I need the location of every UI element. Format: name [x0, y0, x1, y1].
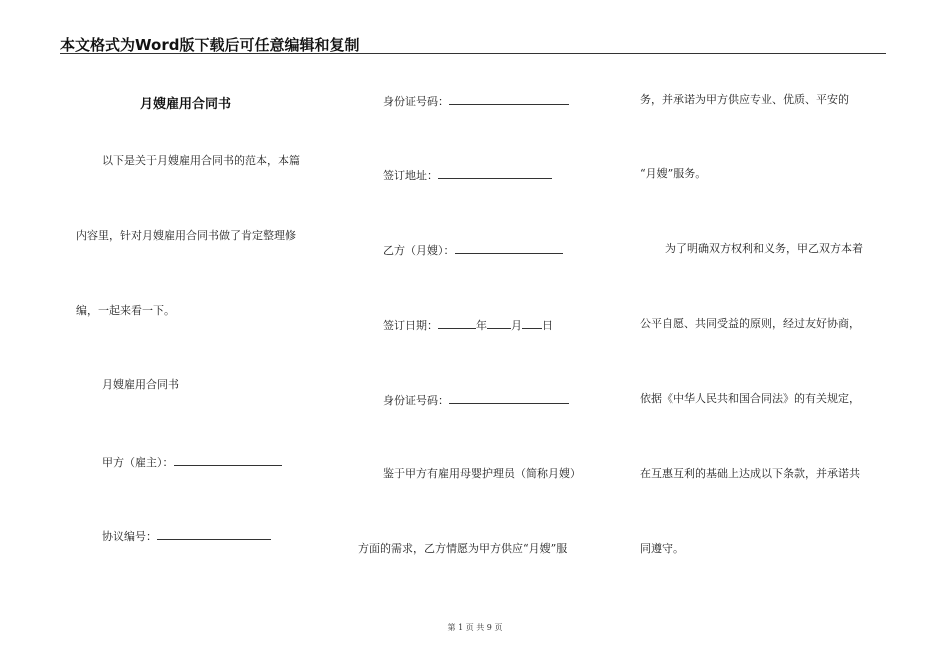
sign-date-year-label: 年: [476, 319, 487, 332]
id-number-blank-1: [449, 93, 569, 105]
page-number: 第 1 页 共 9 页: [447, 623, 503, 632]
intro-line-2: 内容里，针对月嫂雇用合同书做了肯定整理修: [76, 229, 296, 242]
sign-date-field: [383, 317, 553, 333]
contract-subtitle: 月嫂雇用合同书: [102, 378, 179, 391]
body-line-1: 务，并承诺为甲方供应专业、优质、平安的: [640, 93, 849, 106]
id-number-blank-2: [449, 392, 569, 404]
intro-line-3: 编，一起来看一下。: [76, 304, 175, 317]
id-number-field-1: [383, 93, 569, 109]
body-line-5: 依据《中华人民共和国合同法》的有关规定，: [640, 392, 860, 405]
agreement-no-label: 协议编号：: [102, 530, 157, 543]
sign-address-field: [383, 167, 552, 183]
party-b-field: [383, 242, 563, 258]
party-b-label: 乙方（月嫂）：: [383, 244, 455, 257]
body-line-6: 在互惠互利的基础上达成以下条款，并承诺共: [640, 467, 860, 480]
preamble-line-2: 方面的需求，乙方情愿为甲方供应“月嫂”服: [358, 542, 568, 555]
agreement-no-field: [102, 528, 271, 544]
document-header-title: 本文格式为Word版下载后可任意编辑和复制: [60, 36, 360, 54]
body-line-3: 为了明确双方权利和义务，甲乙双方本着: [665, 242, 863, 255]
party-b-blank: [455, 242, 563, 254]
id-number-field-2: [383, 392, 569, 408]
party-a-blank: [174, 454, 282, 466]
header-divider: [60, 53, 886, 54]
party-a-label: 甲方（雇主）：: [102, 456, 174, 469]
sign-date-month-blank: [487, 317, 511, 329]
sign-date-day-label: 日: [542, 319, 553, 332]
id-number-label-1: 身份证号码：: [383, 95, 449, 108]
body-line-7: 同遵守。: [640, 542, 684, 555]
party-a-field: [102, 454, 282, 470]
intro-line-1: 以下是关于月嫂雇用合同书的范本，本篇: [102, 154, 300, 167]
sign-date-label: 签订日期：: [383, 319, 438, 332]
document-title: 月嫂雇用合同书: [140, 97, 232, 112]
sign-date-year-blank: [438, 317, 476, 329]
body-line-4: 公平自愿、共同受益的原则，经过友好协商，: [640, 317, 860, 330]
id-number-label-2: 身份证号码：: [383, 394, 449, 407]
sign-date-month-label: 月: [511, 319, 522, 332]
sign-date-day-blank: [522, 317, 542, 329]
sign-address-label: 签订地址：: [383, 169, 438, 182]
sign-address-blank: [438, 167, 552, 179]
body-line-2: “月嫂”服务。: [640, 167, 707, 180]
agreement-no-blank: [157, 528, 271, 540]
preamble-line-1: 鉴于甲方有雇用母婴护理员（简称月嫂）: [383, 467, 581, 480]
